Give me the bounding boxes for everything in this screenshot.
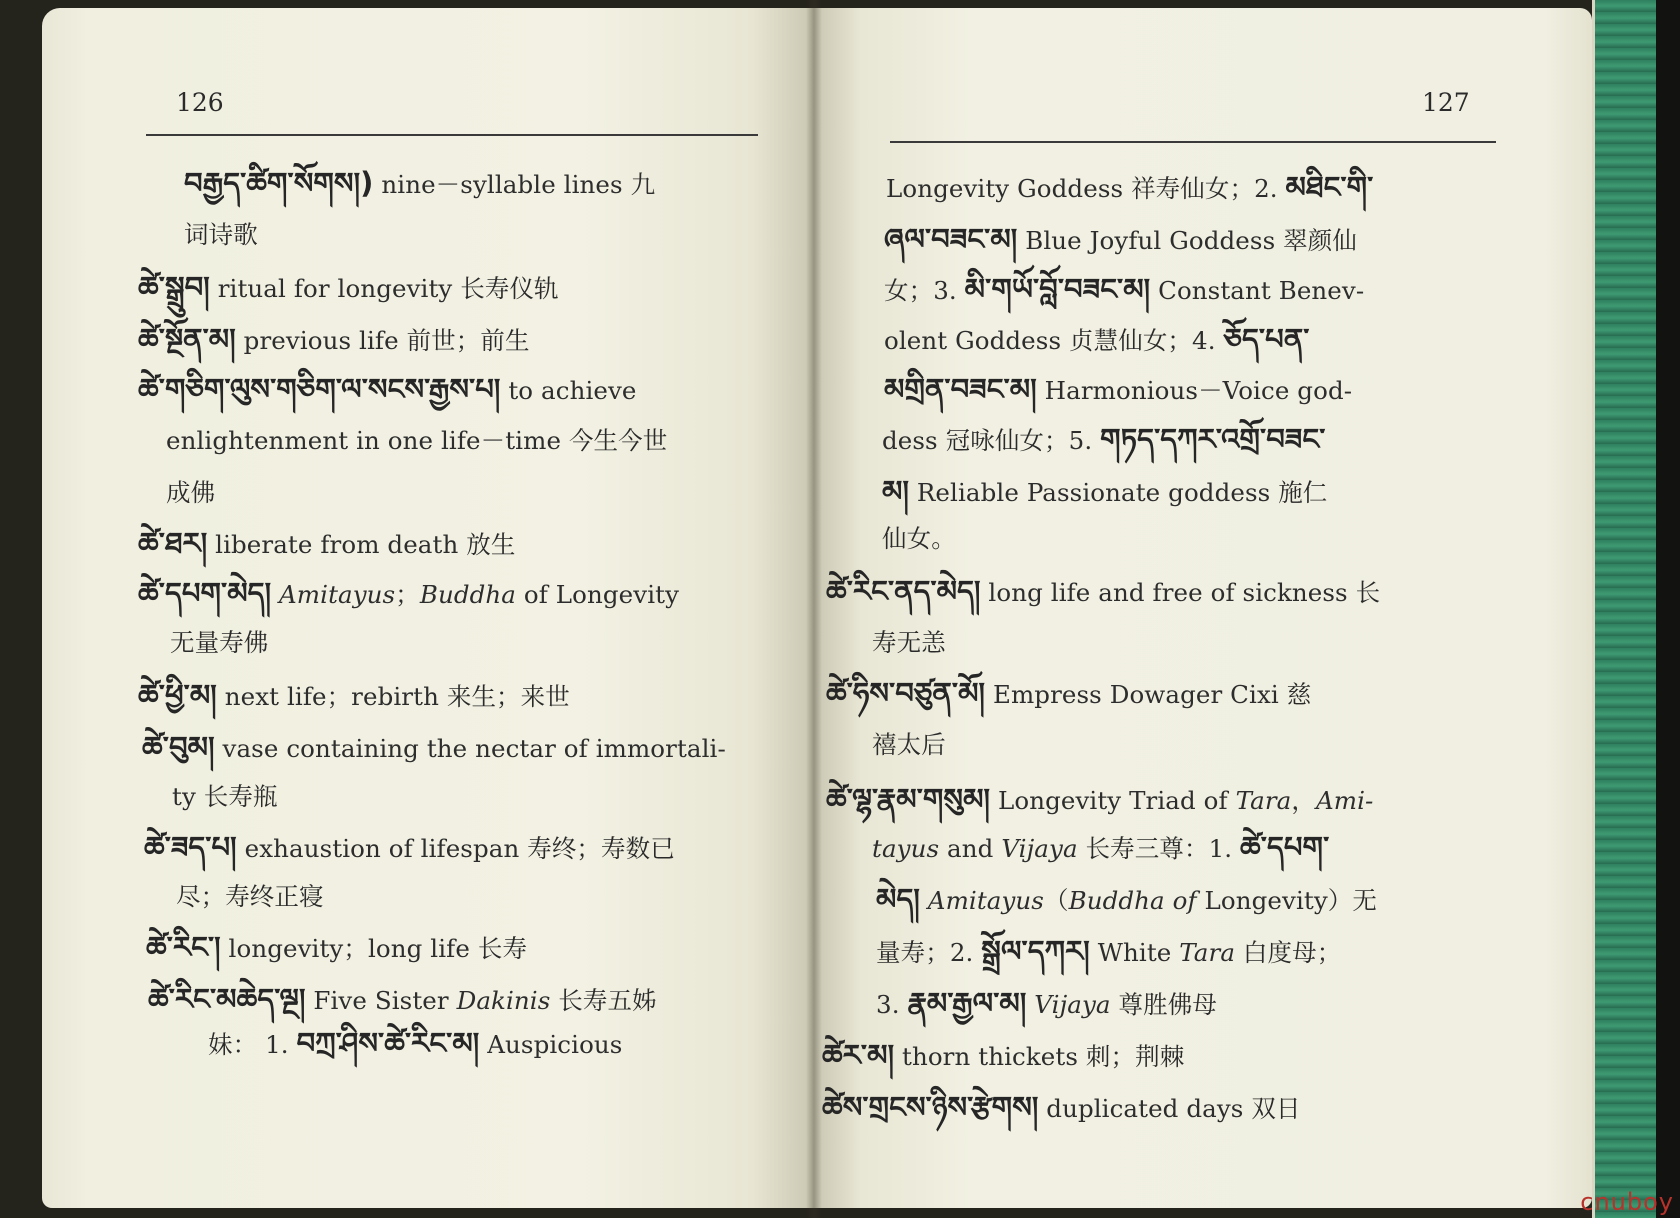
header-rule-right <box>890 141 1496 143</box>
chinese-gloss: 长寿仪轨 <box>460 274 559 303</box>
watermark: cnuboy <box>1580 1188 1674 1216</box>
tibetan-term: བཀྲ་ཤིས་ཚེ་རིང་མ། <box>296 1026 480 1060</box>
tibetan-headword: ཚེས་གྲངས་ཉིས་རྩེགས། <box>822 1090 1039 1124</box>
chinese-gloss: 妹： <box>208 1030 258 1059</box>
gloss-text: Longevity） <box>1196 886 1353 915</box>
list-number: 4. <box>1192 326 1224 355</box>
entry-line <box>884 324 1309 356</box>
chinese-gloss: 施仁 <box>1278 478 1328 507</box>
entry-line <box>884 274 1364 306</box>
gloss-text: ritual for longevity <box>209 274 461 303</box>
chinese-gloss: 慈 <box>1286 680 1312 709</box>
entry-line <box>138 528 515 560</box>
entry-line <box>876 936 1341 968</box>
gloss-text: and <box>939 834 1002 863</box>
tibetan-headword: ཚེ་བུམ། <box>142 730 215 764</box>
chinese-gloss: 贞慧仙女； <box>1069 326 1193 355</box>
list-number: 5. <box>1068 426 1101 455</box>
chinese-gloss: 冠咏仙女； <box>945 426 1069 455</box>
entry-line <box>184 220 258 250</box>
gloss-text: long life and free of sickness <box>980 578 1356 607</box>
gloss-text: liberate from death <box>207 530 467 559</box>
entry-line <box>826 678 1311 710</box>
gloss-text: Auspicious <box>479 1030 623 1059</box>
chinese-gloss: 白度母； <box>1235 938 1342 967</box>
tibetan-term: རྣམ་རྒྱལ་མ། <box>907 986 1027 1020</box>
entry-line <box>208 1028 622 1060</box>
chinese-gloss: 寿无恙 <box>872 628 946 657</box>
gloss-text: next life；rebirth <box>216 682 447 711</box>
entry-line <box>170 628 268 658</box>
gloss-text: ； <box>395 580 420 609</box>
chinese-gloss: 今生今世 <box>568 426 668 455</box>
gloss-italic: Dakinis <box>456 986 551 1015</box>
tibetan-term: མེད། <box>876 882 920 916</box>
tibetan-headword: ཚེར་མ། <box>822 1038 895 1072</box>
chinese-gloss: 双日 <box>1251 1094 1301 1123</box>
list-number: 2. <box>949 938 982 967</box>
entry-line <box>142 732 726 764</box>
gloss-italic: Amitayus <box>919 886 1044 915</box>
entry-line <box>826 784 1373 816</box>
gloss-text: Constant Benev- <box>1150 276 1365 305</box>
chinese-gloss: 无量寿佛 <box>170 628 269 657</box>
entry-line <box>822 1040 1184 1072</box>
tibetan-term: མཐིང་གི་ <box>1285 170 1374 204</box>
chinese-gloss: 长寿 <box>477 934 528 963</box>
chinese-gloss: 寿终；寿数已 <box>527 834 675 863</box>
right-page <box>814 8 1592 1208</box>
entry-line <box>166 478 215 508</box>
entry-line <box>822 1092 1301 1124</box>
gloss-text: ， <box>1291 786 1316 815</box>
list-number: 1. <box>257 1030 297 1059</box>
tibetan-headword: ཚེ་དཔག་མེད། <box>138 576 272 610</box>
page-number-left: 126 <box>176 88 224 117</box>
gloss-italic: Tara <box>1179 938 1236 967</box>
tibetan-headword: ཚེ་སྒྲུབ། <box>138 270 210 304</box>
header-rule-left <box>146 134 758 136</box>
entry-line <box>876 988 1217 1020</box>
entry-line <box>882 476 1327 508</box>
entry-line <box>876 884 1377 916</box>
tibetan-term: ཚེ་དཔག་ <box>1240 830 1330 864</box>
tibetan-headword: ཚེ་ཟད་པ། <box>144 830 237 864</box>
entry-line <box>884 374 1352 406</box>
gloss-italic: Ami- <box>1315 786 1374 815</box>
list-number: 3. <box>876 990 908 1019</box>
entry-line <box>138 272 559 304</box>
gloss-text: duplicated days <box>1038 1094 1252 1123</box>
entry-line <box>884 224 1357 256</box>
gloss-italic: Tara <box>1235 786 1292 815</box>
chinese-gloss: 放生 <box>466 530 516 559</box>
entry-line <box>872 832 1329 864</box>
gloss-text: Blue Joyful Goddess <box>1017 226 1284 255</box>
tibetan-headword: ཚེ་རིང་ནད་མེད། <box>826 574 981 608</box>
chinese-gloss: 刺；荆棘 <box>1085 1042 1185 1071</box>
gloss-text: exhaustion of lifespan <box>236 834 528 863</box>
gloss-text: vase containing the nectar of immortali- <box>214 734 726 763</box>
list-number: 3. <box>933 276 965 305</box>
gloss-text: previous life <box>235 326 407 355</box>
gloss-text: Empress Dowager Cixi <box>985 680 1287 709</box>
gloss-text: olent Goddess <box>884 326 1070 355</box>
entry-line <box>148 984 657 1016</box>
chinese-gloss: 长寿瓶 <box>203 782 278 811</box>
chinese-gloss: 量寿； <box>876 938 950 967</box>
tibetan-headword: ཚེ་སྔོན་མ། <box>138 322 236 356</box>
chinese-gloss: 来生；来世 <box>446 682 570 711</box>
tibetan-headword: ཚེ་རིང་མཆེད་ལྔ། <box>148 982 306 1016</box>
tibetan-headword: ཚེ་ཧིས་བཙུན་མོ། <box>826 676 986 710</box>
chinese-gloss: 翠颜仙 <box>1283 226 1357 255</box>
tibetan-headword: ཚེ་གཅིག་ལུས་གཅིག་ལ་སངས་རྒྱས་པ། <box>138 372 501 406</box>
chinese-gloss: 词诗歌 <box>184 220 258 249</box>
chinese-gloss: 前世；前生 <box>406 326 530 355</box>
tibetan-term: མི་གཡོ་བློ་བཟང་མ། <box>964 272 1151 306</box>
entry-line <box>138 324 530 356</box>
tibetan-headword: བརྒྱད་ཚིག་སོགས།) <box>184 166 374 200</box>
gloss-text: to achieve <box>500 376 637 405</box>
gloss-italic: Buddha of <box>1068 886 1197 915</box>
entry-line <box>882 524 956 554</box>
entry-line <box>166 426 667 456</box>
entry-line <box>146 932 527 964</box>
entry-line <box>886 172 1373 204</box>
gloss-italic: tayus <box>872 834 940 863</box>
gloss-text: thorn thickets <box>894 1042 1086 1071</box>
entry-line <box>138 578 679 610</box>
gloss-text: dess <box>882 426 946 455</box>
entry-line <box>138 680 570 712</box>
tibetan-term: ཞལ་བཟང་མ། <box>884 222 1018 256</box>
gloss-text: of Longevity <box>515 580 680 609</box>
chinese-gloss: 成佛 <box>166 478 216 507</box>
chinese-gloss: 女； <box>884 276 934 305</box>
page-number-right: 127 <box>1422 88 1470 117</box>
entry-line <box>172 782 278 812</box>
entry-line <box>184 168 655 200</box>
gloss-text: Longevity Triad of <box>990 786 1236 815</box>
gloss-text: Five Sister <box>305 986 457 1015</box>
tibetan-headword: ཚེ་རིང་། <box>146 930 221 964</box>
chinese-gloss: 尊胜佛母 <box>1110 990 1217 1019</box>
gloss-text: enlightenment in one life－time <box>166 426 569 455</box>
entry-line <box>144 832 675 864</box>
tibetan-term: མ། <box>882 474 909 508</box>
list-number: 2. <box>1254 174 1286 203</box>
chinese-gloss: 尽；寿终正寝 <box>176 882 324 911</box>
chinese-gloss: 长寿三尊： <box>1077 834 1209 863</box>
cover-edge <box>1592 0 1659 1218</box>
entry-line <box>872 628 946 658</box>
gloss-text: nine－syllable lines 九 <box>373 170 656 199</box>
gloss-italic: Amitayus <box>271 580 396 609</box>
chinese-gloss: 祥寿仙女； <box>1131 174 1255 203</box>
tibetan-term: གཏད་དཀར་འགྲོ་བཟང་ <box>1100 422 1326 456</box>
gloss-text: ty <box>172 782 204 811</box>
tibetan-term: སྒྲོལ་དཀར། <box>981 934 1090 968</box>
gloss-italic: Vijaya <box>1026 990 1111 1019</box>
gloss-italic: Buddha <box>419 580 516 609</box>
list-number: 1. <box>1208 834 1241 863</box>
chinese-gloss: 无 <box>1352 886 1377 915</box>
gloss-text: White <box>1089 938 1180 967</box>
entry-line <box>138 374 637 406</box>
tibetan-headword: ཚེ་ཕྱི་མ། <box>138 678 217 712</box>
tibetan-headword: ཚེ་ཐར། <box>138 526 208 560</box>
chinese-gloss: 长寿五姊 <box>550 986 657 1015</box>
entry-line <box>176 882 324 912</box>
gloss-text: Longevity Goddess <box>886 174 1132 203</box>
chinese-gloss: 禧太后 <box>872 730 946 759</box>
gloss-text: Harmonious－Voice god- <box>1036 376 1353 405</box>
tibetan-headword: ཚེ་ལྷ་རྣམ་གསུམ། <box>826 782 991 816</box>
entry-line <box>826 576 1380 608</box>
gloss-text: longevity；long life <box>220 934 478 963</box>
chinese-gloss: 仙女。 <box>882 524 956 553</box>
chinese-gloss: 长 <box>1355 578 1381 607</box>
entry-line <box>882 424 1325 456</box>
scan-border <box>1656 0 1680 1218</box>
tibetan-term: མགྲིན་བཟང་མ། <box>884 372 1037 406</box>
gloss-italic: Vijaya <box>1001 834 1078 863</box>
gloss-text: Reliable Passionate goddess <box>909 478 1279 507</box>
gloss-text: （ <box>1044 886 1069 915</box>
left-page <box>42 8 814 1208</box>
entry-line <box>872 730 946 760</box>
tibetan-term: ཅོད་པན་ <box>1223 322 1310 356</box>
